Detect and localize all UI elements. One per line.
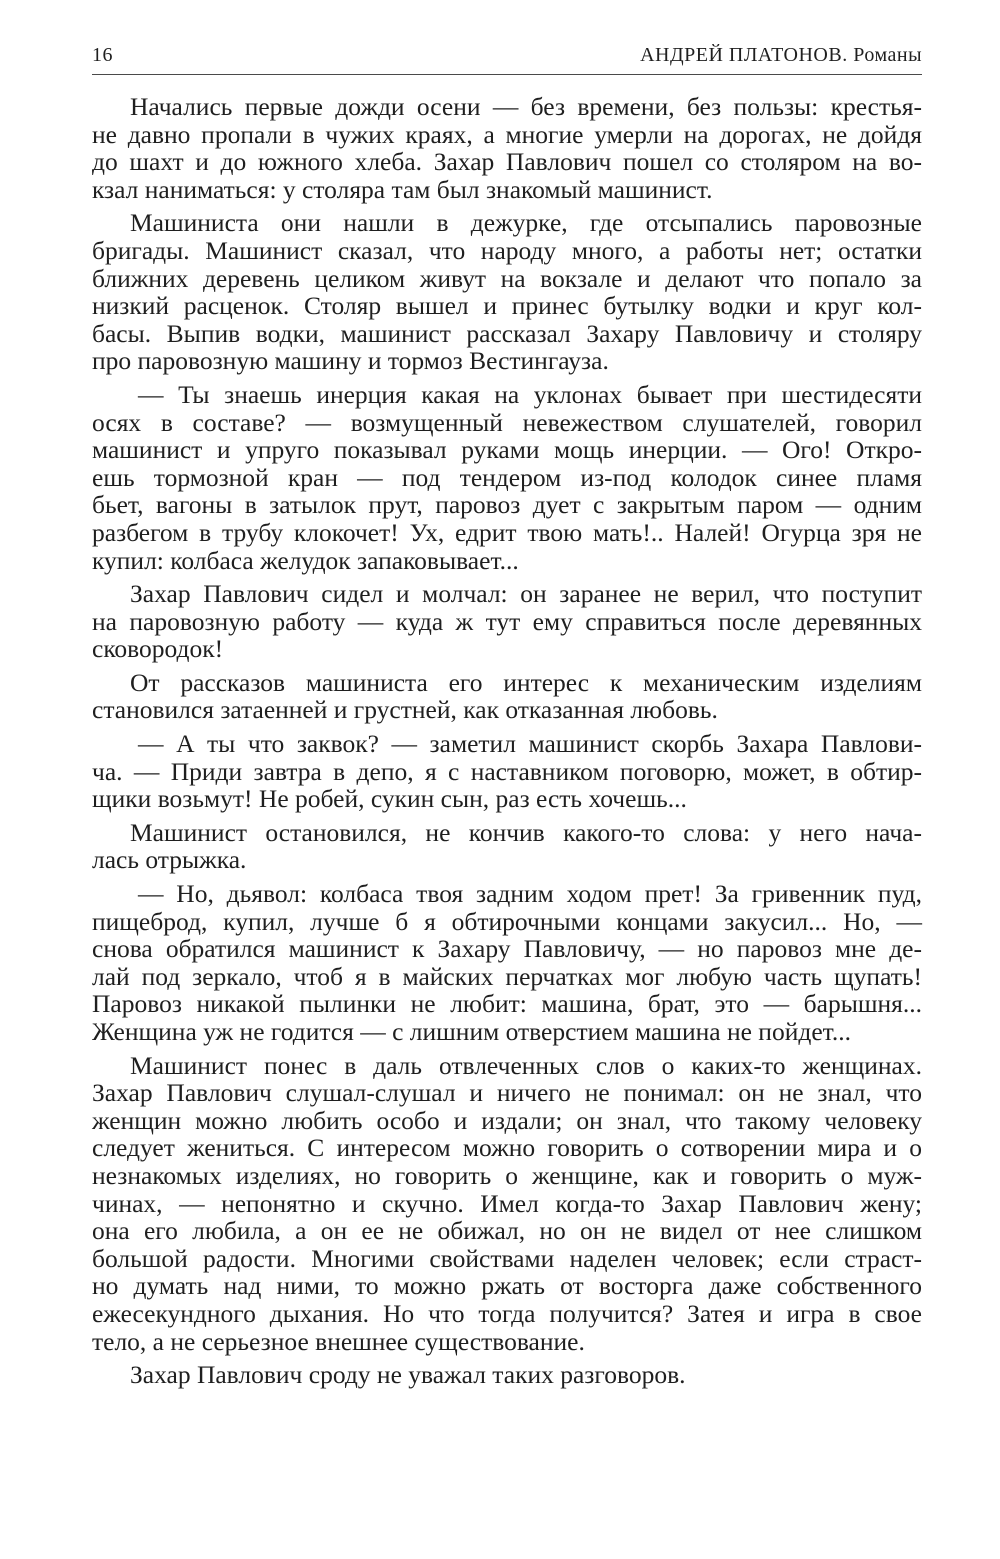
text-line: Захар Павлович сроду не уважал таких разговоров. [130,1360,686,1390]
text-line: ежесекундного дыхания. Но что тогда получится? Затея и игра в свое [92,1298,922,1328]
paragraph [92,669,922,724]
running-title-author: АНДРЕЙ ПЛАТОНОВ. [640,44,848,66]
text-line: Захар Павлович сидел и молчал: он заранее не верил, что поступит [130,579,922,609]
text-line: ешь тормозной кран — под тендером из-под колодок синее пламя [92,462,922,492]
paragraph [92,880,922,1046]
text-line: тело, а не серьезное внешнее существование. [92,1326,585,1356]
text-line: женщин можно любить особо и издали; он знал, что такому человеку [92,1105,922,1135]
text-line: купил: колбаса желудок запаковывает... [92,545,519,575]
paragraph [92,1361,922,1389]
text-line: не давно пропали в чужих краях, а многие умерли на дорогах, не дойдя [92,119,922,149]
text-line: От рассказов машиниста его интерес к механическим изделиям [130,667,922,697]
page-number: 16 [92,44,113,66]
text-line: снова обратился машинист к Захару Павловичу, — но паровоз мне де- [92,934,922,964]
text-line: лай под зеркало, чтоб я в майских перчатках мог любую часть щупать! [92,961,922,991]
text-line: — Ты знаешь инерция какая на уклонах бывает при шестидесяти [138,379,922,409]
text-line: — А ты что заквок? — заметил машинист скорбь Захара Павлови- [138,729,922,759]
text-line: ча. — Приди завтра в депо, я с наставником поговорю, может, в обтир- [92,756,922,786]
text-line: бригады. Машинист сказал, что народу много, а работы нет; остатки [92,235,922,265]
text-line: чинах, — непонятно и скучно. Имел когда-то Захар Павлович жену; [92,1188,922,1218]
text-line: следует жениться. С интересом можно говорить о сотворении мира и о [92,1133,922,1163]
text-line: сковородок! [92,634,224,664]
header-rule [92,74,922,75]
text-line: большой радости. Многими свойствами наделен человек; если страст- [92,1243,922,1273]
text-line: ближних деревень целиком живут на вокзале и делают что попало за [92,263,922,293]
text-line: Начались первые дожди осени — без времени, без пользы: крестья- [130,92,922,121]
text-line: на паровозную работу — куда ж тут ему справиться после деревянных [92,606,922,636]
text-line: кзал наниматься: у столяра там был знакомый машинист. [92,174,713,204]
text-line: машинист и упруго показывал руками мощь инерции. — Ого! Откро- [92,435,922,465]
text-line: Машиниста они нашли в дежурке, где отсыпались паровозные [130,208,922,238]
text-line: до шахт и до южного хлеба. Захар Павлович пошел со столяром на во- [92,147,922,177]
paragraph [92,1052,922,1356]
paragraph [92,730,922,813]
running-title-book: Романы [853,44,922,66]
text-line: пищеброд, купил, лучше б я обтирочными концами закусил... Но, — [92,906,922,936]
text-line: Паровоз никакой пылинки не любит: машина, брат, это — барышня... [92,989,922,1019]
text-line: разбегом в трубу клокочет! Ух, едрит твою мать!.. Налей! Огурца зря не [92,517,922,547]
text-line: Машинист понес в даль отвлеченных слов о каких-то женщинах. [130,1050,922,1080]
text-line: но думать над ними, то можно ржать от восторга даже собственного [92,1271,922,1301]
paragraph [92,819,922,874]
text-line: незнакомых изделиях, но говорить о женщине, как и говорить о муж- [92,1160,922,1190]
text-line: басы. Выпив водки, машинист рассказал Захару Павловичу и столяру [92,318,922,348]
paragraph [92,209,922,375]
body-text [92,93,922,1389]
text-line: она его любила, а он ее не обижал, но он не видел от нее слишком [92,1216,922,1246]
running-title [640,44,922,67]
paragraph [92,381,922,574]
text-line: про паровозную машину и тормоз Вестингауза. [92,346,609,376]
paragraph [92,93,922,203]
text-line: Захар Павлович слушал-слушал и ничего не понимал: он не знал, что [92,1078,922,1108]
text-line: бьет, вагоны в затылок прут, паровоз дует с закрытым паром — одним [92,490,922,520]
text-line: низкий расценок. Столяр вышел и принес бутылку водки и круг кол- [92,291,922,321]
text-line: осях в составе? — возмущенный невежеством слушателей, говорил [92,407,922,437]
text-line: щики возьмут! Не робей, сукин сын, раз есть хочешь... [92,784,687,814]
text-line: лась отрыжка. [92,845,247,875]
running-head [92,44,922,80]
text-line: становился затаенней и грустней, как отказанная любовь. [92,695,718,725]
text-line: Женщина уж не годится — с лишним отверстием машина не пойдет... [92,1017,851,1046]
text-line: Машинист остановился, не кончив какого-то слова: у него нача- [130,817,922,847]
paragraph [92,580,922,663]
text-line: — Но, дьявол: колбаса твоя задним ходом прет! За гривенник пуд, [138,879,922,909]
